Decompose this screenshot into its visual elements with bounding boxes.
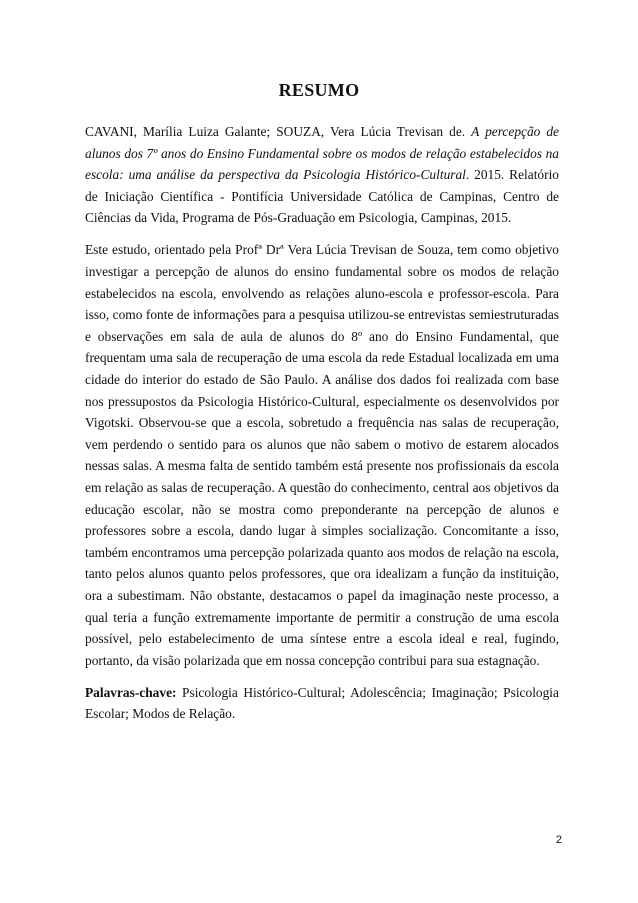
keywords-text: Psicologia Histórico-Cultural; Adolescência; Imaginação; Psicologia Escolar; Modos de Relação. [85, 684, 559, 722]
citation-authors: CAVANI, Marília Luiza Galante; SOUZA, Vera Lúcia Trevisan de. [85, 124, 466, 139]
page-title: RESUMO [278, 80, 360, 100]
citation-work-title: A percepção de alunos dos 7º anos do Ensino Fundamental sobre os modos de relação estabelecidos na escola: uma análise da perspectiva da Psicologia Histórico-Cultural [85, 124, 559, 183]
abstract-paragraph: Este estudo, orientado pela Profª Drª Vera Lúcia Trevisan de Souza, tem como objetivo investigar a percepção de alunos do ensino fundamental sobre os modos de relação estabelecidos na escola, envolvendo as relações aluno-escola e professor-escola. Para isso, como fonte de informações para a pesquisa utilizou-se entrevistas semiestruturadas e observações em sala de aula de alunos do 8º ano do Ensino Fundamental, que frequentam uma sala de recuperação de uma escola da rede Estadual localizada em uma cidade do interior do estado de São Paulo. A análise dos dados foi realizada com base nos pressupostos da Psicologia Histórico-Cultural, especialmente os desenvolvidos por Vigotski. Observou-se que a escola, sobretudo a frequência nas salas de recuperação, vem perdendo o sentido para os alunos que não sabem o motivo de estarem alocados nessas salas. A mesma falta de sentido também está presente nos profissionais da escola em relação as salas de recuperação. A questão do conhecimento, central aos objetivos da educação escolar, não se mostra como preponderante na percepção de alunos e professores sobre a escola, dando lugar à simples socialização. Concomitante a isso, também encontramos uma percepção polarizada quanto aos modos de relação na escola, tanto pelos alunos quanto pelos professores, que ora idealizam a função da instituição, ora a subestimam. Não obstante, destacamos o papel da imaginação neste processo, a qual teria a função extremamente importante de permitir a construção de uma escola possível, pelo estabelecimento de uma síntese entre a escola ideal e real, fugindo, portanto, da visão polarizada que em nossa concepção contribui para sua estagnação. [85, 242, 559, 668]
document-body [85, 121, 559, 736]
page-number: 2 [555, 834, 562, 846]
keywords-paragraph [85, 682, 559, 725]
citation-paragraph [85, 121, 559, 229]
citation-details: . 2015. Relatório de Iniciação Científica - Pontifícia Universidade Católica de Campinas, Centro de Ciências da Vida, Programa de Pós-Graduação em Psicologia, Campinas, 2015. [85, 167, 559, 226]
keywords-label: Palavras-chave: [85, 684, 177, 700]
